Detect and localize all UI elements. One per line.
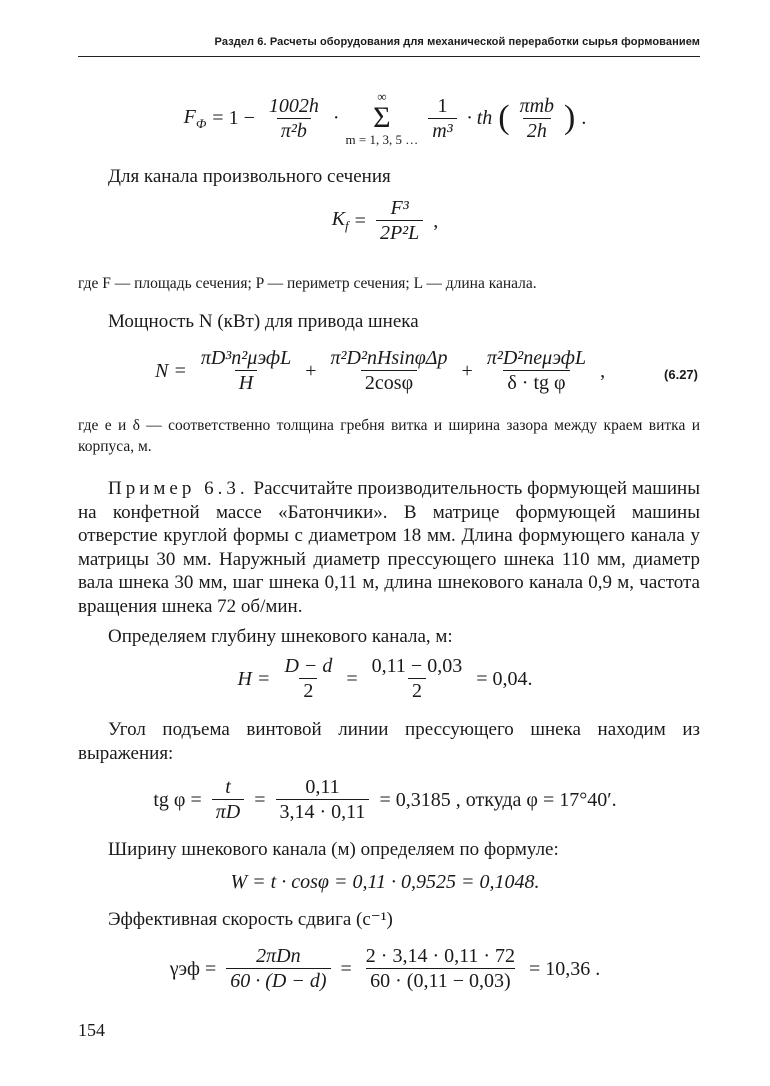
example-text: Рассчитайте производительность формующей машины на конфетной массе «Батончики». В матрице формующей машины отверстие круглой формы с диаметром 18 мм. Длина формующего канала у матрицы 30 мм. Наружный диаметр прессующего шнека 110 мм, диаметр вала шнека 30 мм, шаг шнека 0,11 м, длина шнекового канала 0,9 м, частота вращения шнека 72 об/мин. [78,478,700,617]
formula-gamma: γэф = $\frac{\text{2πDn}}{60 \cdot (D - d)}$ = $\frac{2 \cdot 3,14 \cdot 0,11 \cdot 72}{60 \cdot (0,11 - 0,03)}$ = 10,36 . [169,945,601,992]
formula-tg-lhs: tg φ = [153,788,202,811]
header-rule [78,56,700,57]
formula-h-frac1: $\frac{D - d}{2}$ [284,655,333,702]
formula-h-lhs: H = [237,667,271,690]
formula-f-sum: ∞ Σ m = 1, 3, 5 … [345,89,419,147]
equation-number: (6.27) [664,367,698,382]
formula-tg-result: = 0,3185 , откуда φ = 17°40′. [379,788,617,811]
paragraph-channel: Для канала произвольного сечения [108,166,391,187]
formula-f-arg: $\frac{\text{πmb}}{2h}$ [519,94,555,142]
formula-k: $K_f$ = $\frac{\text{F³}}{\text{2P²L}}$ , [331,197,439,244]
page-number: 154 [78,1020,105,1040]
formula-f-lhs: $F_Ф$ [183,105,207,131]
formula-k-lhs: $K_f$ [331,208,349,233]
formula-n-term1: $\frac{\text{πD³n²μэфL}}{H}$ [200,347,292,394]
formula-f-frac2: $\frac{1}{\text{m³}}$ [428,96,456,141]
formula-gamma-frac1: $\frac{\text{2πDn}}{60 \cdot (D - d)}$ [226,946,330,991]
paragraph-shear: Эффективная скорость сдвига (с⁻¹) [108,909,393,930]
formula-f: $F_Ф$ = 1 − $\frac{1002h}{\text{π²b}}$ · ∞ Σ m = 1, 3, 5 … $\frac{1}{\text{m³}}$ · th ( $\frac{\text{πmb}}{2h}$ ) . [183,89,587,147]
formula-tg: tg φ = $\frac{t}{\pi D}$ = $\frac{0,11}{3,14 \cdot 0,11}$ = 0,3185 , откуда φ = 17°40′. [153,776,617,823]
paragraph-depth: Определяем глубину шнекового канала, м: [108,626,453,647]
formula-k-frac: $\frac{\text{F³}}{\text{2P²L}}$ [376,198,423,243]
formula-n: N = $\frac{\text{πD³n²μэфL}}{H}$ + $\frac{\text{π²D²nHsinφΔp}}{2\cos\varphi}$ + $\frac{\text{π²D²neμэфL}}{\text{δ · tg φ}}$ , (6.27) [155,347,698,394]
formula-n-term3: $\frac{\text{π²D²neμэфL}}{\text{δ · tg φ}}$ [486,347,587,394]
formula-gamma-frac2: $\frac{2 \cdot 3,14 \cdot 0,11 \cdot 72}{60 \cdot (0,11 - 0,03)}$ [365,945,516,992]
formula-gamma-result: = 10,36 . [529,957,601,980]
formula-w: W = t · cosφ = 0,11 · 0,9525 = 0,1048. [230,871,540,893]
formula-h: H = $\frac{D - d}{2}$ = $\frac{0,11 - 0,03}{2}$ = 0,04. [237,655,533,702]
formula-h-result: = 0,04. [476,667,533,690]
paragraph-power: Мощность N (кВт) для привода шнека [108,311,419,332]
example-label: Пример 6.3. [108,478,249,499]
running-header: Раздел 6. Расчеты оборудования для механической переработки сырья формованием [214,36,700,48]
note-k: где F — площадь сечения; P — периметр сечения; L — длина канала. [78,275,537,292]
example-paragraph [78,477,700,618]
note-n: где e и δ — соответственно толщина гребня витка и ширина зазора между краем витка и корпуса, м. [78,417,700,455]
paragraph-width: Ширину шнекового канала (м) определяем по формуле: [108,839,559,860]
formula-tg-frac1: $\frac{t}{\pi D}$ [212,777,244,822]
formula-f-prefix: = 1 − [212,107,255,129]
formula-n-lhs: N = [155,359,187,382]
formula-h-frac2: $\frac{0,11 - 0,03}{2}$ [371,655,463,702]
formula-f-frac1: $\frac{1002h}{\text{π²b}}$ [268,94,319,142]
formula-f-th: · th [466,107,493,129]
formula-n-term2: $\frac{\text{π²D²nHsinφΔp}}{2\cos\varphi}$ [330,347,448,394]
formula-tg-frac2: $\frac{0,11}{3,14 \cdot 0,11}$ [276,777,370,822]
paragraph-angle: Угол подъема винтовой линии прессующего шнека находим из выражения: [78,719,700,764]
formula-gamma-lhs: γэф = [169,957,217,980]
